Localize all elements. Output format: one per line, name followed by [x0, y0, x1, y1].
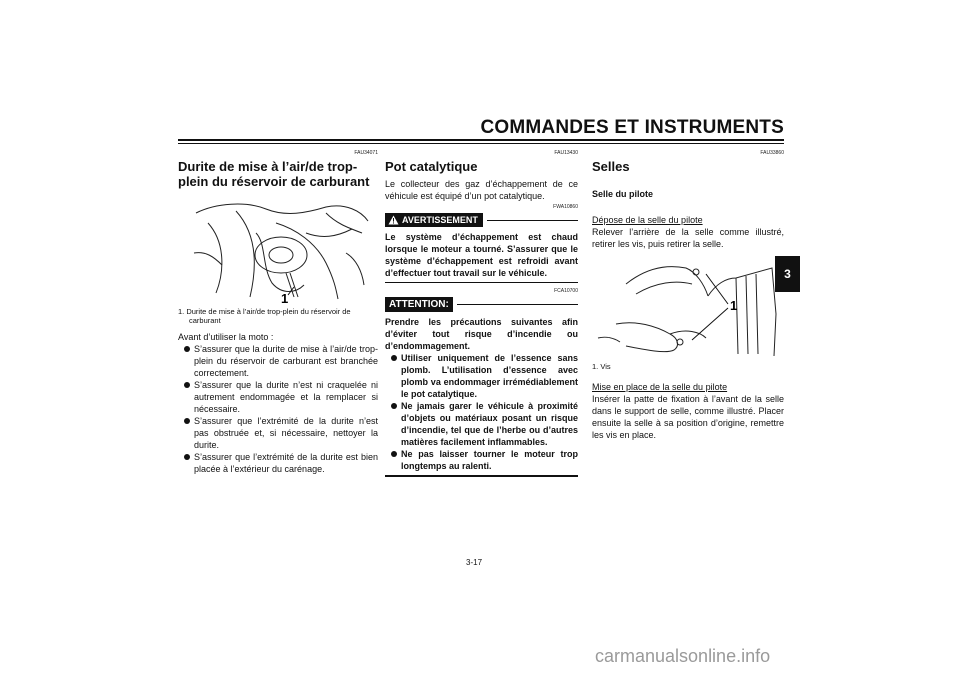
fuel-hose-figure	[186, 193, 370, 305]
section-heading: Durite de mise à l’air/de trop-plein du réservoir de carburant	[178, 159, 370, 189]
warning-code: FWA10860	[553, 204, 578, 210]
intro-text: Avant d’utiliser la moto :	[178, 332, 274, 342]
warning-end-rule	[385, 282, 578, 283]
section-code: FAU34071	[354, 150, 378, 156]
chapter-tab[interactable]: 3	[775, 256, 800, 292]
warning-header	[385, 213, 578, 227]
warning-triangle-icon	[388, 215, 399, 225]
list-item: Utiliser uniquement de l’essence sans plomb. L’utilisation d’essence avec plomb va endommager irrémédiablement le pot catalytique.	[385, 352, 578, 400]
caution-badge: ATTENTION:	[385, 297, 453, 312]
list-item: S’assurer que l’extrémité de la durite est bien placée à l’extérieur du carénage.	[178, 451, 378, 475]
caution-header	[385, 297, 578, 312]
section-code: FAU33860	[760, 150, 784, 156]
figure-callout: 1	[281, 291, 289, 305]
figure-callout: 1	[730, 298, 738, 313]
seat-screws-figure	[596, 254, 780, 360]
warning-badge	[385, 213, 483, 227]
bullet-icon	[391, 355, 397, 361]
warning-label: AVERTISSEMENT	[402, 215, 478, 225]
install-title: Mise en place de la selle du pilote	[592, 382, 728, 392]
header-rule-thin	[178, 143, 784, 144]
removal-title: Dépose de la selle du pilote	[592, 215, 703, 225]
page-header-title: COMMANDES ET INSTRUMENTS	[480, 117, 784, 138]
section-code: FAU13430	[554, 150, 578, 156]
section-heading: Selles	[592, 159, 630, 174]
section-heading: Pot catalytique	[385, 159, 478, 174]
bullet-icon	[184, 382, 190, 388]
column-catalytic	[385, 150, 578, 477]
bullet-icon	[184, 454, 190, 460]
list-item: S’assurer que la durite de mise à l’air/de trop-plein du réservoir de carburant est branchée correctement.	[178, 343, 378, 379]
list-item: S’assurer que la durite n’est ni craquelée ni autrement endommagée et la remplacer si nécessaire.	[178, 379, 378, 415]
column-fuel-hose	[178, 150, 378, 475]
column-seats	[592, 150, 784, 441]
caution-end-rule	[385, 475, 578, 477]
list-item: Ne pas laisser tourner le moteur trop longtemps au ralenti.	[385, 448, 578, 472]
page-number: 3-17	[466, 558, 483, 567]
figure-caption: 1. Durite de mise à l’air/de trop-plein du réservoir de carburant	[178, 307, 351, 325]
warning-text: Le système d’échappement est chaud lorsque le moteur a tourné. S’assurer que le système d’échappement est refroidi avant d’effectuer tout travail sur le véhicule.	[385, 232, 578, 278]
bullet-icon	[391, 451, 397, 457]
list-item: Ne jamais garer le véhicule à proximité d’objets ou matériaux posant un risque d’incendie, tel que de l’herbe ou d’autres matières facilement inflammables.	[385, 400, 578, 448]
bullet-icon	[184, 346, 190, 352]
watermark[interactable]: carmanualsonline.info	[595, 646, 771, 666]
bullet-icon	[391, 403, 397, 409]
header-rule	[178, 139, 784, 141]
figure-caption: 1. Vis	[592, 362, 611, 371]
bullet-icon	[184, 418, 190, 424]
caution-intro: Prendre les précautions suivantes afin d’éviter tout risque d’incendie ou d’endommagement.	[385, 317, 578, 351]
removal-text: Relever l’arrière de la selle comme illustré, retirer les vis, puis retirer la selle.	[592, 227, 784, 249]
subheading: Selle du pilote	[592, 189, 654, 199]
intro-text: Le collecteur des gaz d’échappement de ce véhicule est équipé d’un pot catalytique.	[385, 179, 578, 201]
install-text: Insérer la patte de fixation à l’avant de la selle dans le support de selle, comme illustré. Placer ensuite la selle à sa position d’origine, remettre les vis en place.	[592, 394, 784, 440]
caution-code: FCA10700	[554, 288, 578, 294]
list-item: S’assurer que l’extrémité de la durite n’est pas obstruée et, si nécessaire, nettoyer la durite.	[178, 415, 378, 451]
